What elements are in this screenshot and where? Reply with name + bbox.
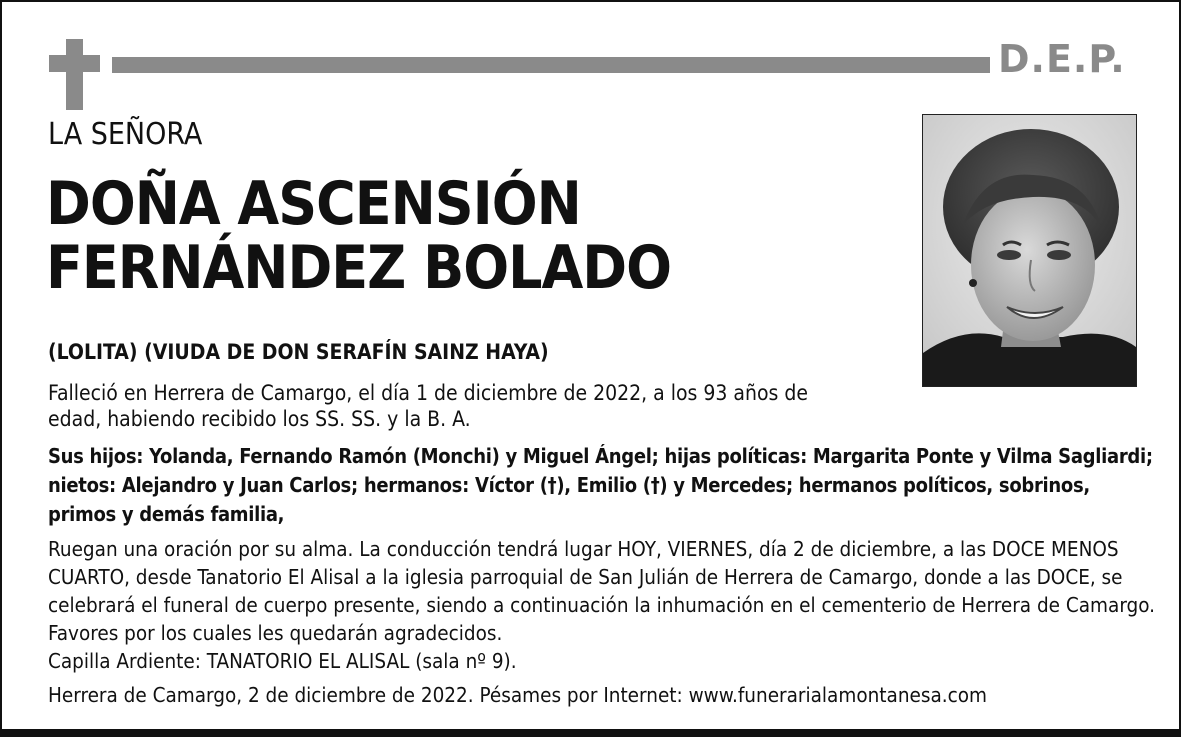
cross-vertical-bar — [66, 39, 83, 110]
deceased-name — [46, 169, 671, 303]
name-line-1: DOÑA ASCENSIÓN — [46, 169, 581, 239]
footer-rule — [2, 729, 1179, 735]
intro-label: LA SEÑORA — [48, 117, 203, 152]
closing-line: Herrera de Camargo, 2 de diciembre de 2022. Pésames por Internet: www.funerarialamontanesa.com — [48, 683, 988, 707]
cross-horizontal-bar — [49, 55, 100, 72]
name-line-2: FERNÁNDEZ BOLADO — [46, 233, 671, 303]
portrait-photo — [922, 114, 1137, 387]
portrait-image — [923, 115, 1136, 386]
funeral-details — [48, 535, 1158, 675]
dep-label: D.E.P. — [998, 37, 1126, 81]
nickname-widow-line: (LOLITA) (VIUDA DE DON SERAFÍN SAINZ HAYA) — [48, 340, 549, 364]
header-rule — [112, 57, 990, 73]
chapel-text: Capilla Ardiente: TANATORIO EL ALISAL (sala nº 9). — [48, 649, 517, 673]
family-list-text: Sus hijos: Yolanda, Fernando Ramón (Monchi) y Miguel Ángel; hijas políticas: Margarita Ponte y Vilma Sagliardi; nietos: Alejandro y Juan Carlos; hermanos: Víctor (†), Emilio (†) y Mercedes; hermanos políticos, sobrinos, primos y demás familia, — [48, 444, 1153, 526]
funeral-request-text: Ruegan una oración por su alma. La conducción tendrá lugar HOY, VIERNES, día 2 de diciembre, a las DOCE MENOS CUARTO, desde Tanatorio El Alisal a la iglesia parroquial de San Julián de Herrera de Camargo, donde a las DOCE, se celebrará el funeral de cuerpo presente, siendo a continuación la inhumación en el cementerio de Herrera de Camargo. Favores por los cuales les quedarán agradecidos. — [48, 537, 1156, 645]
death-notice-text: Falleció en Herrera de Camargo, el día 1 de diciembre de 2022, a los 93 años de edad, habiendo recibido los SS. SS. y la B. A. — [48, 381, 808, 431]
